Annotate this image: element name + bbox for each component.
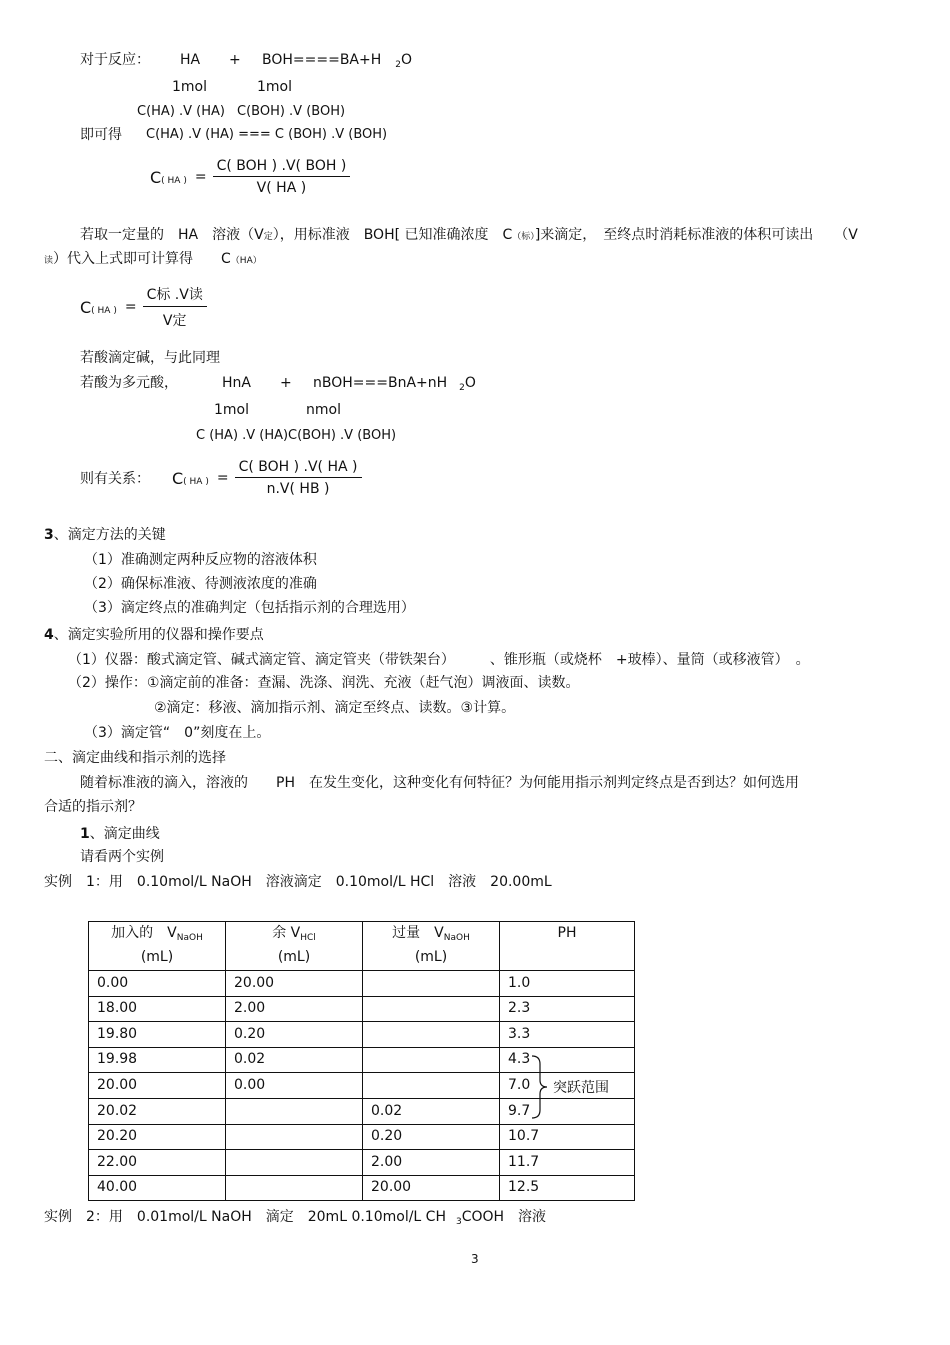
section4-item: ②滴定：移液、滴加指示剂、滴定至终点、读数。③计算。 xyxy=(154,700,516,716)
table-row xyxy=(89,1175,635,1201)
formula3: 则有关系： C ( HA ) = $\frac{\text{C( BOH ) .V( HA )}}{n.V( HB )}$ xyxy=(80,459,362,497)
reaction1-cv-a: C(HA) .V (HA) xyxy=(137,104,225,119)
table-cell xyxy=(363,971,500,997)
table-header-unit: (mL) xyxy=(363,946,500,971)
section-two-heading: 二、滴定曲线和指示剂的选择 xyxy=(44,750,226,766)
formula2-denominator: V定 xyxy=(162,313,187,329)
table-cell: 1.0 xyxy=(500,971,635,997)
table-cell: 2.3 xyxy=(500,996,635,1022)
table-cell: 3.3 xyxy=(500,1022,635,1048)
table-header-cell: 加入的 $V_{NaOH}$ xyxy=(89,922,226,947)
table-row xyxy=(89,1098,635,1124)
section3-item: （2）确保标准液、待测液浓度的准确 xyxy=(84,576,317,592)
table-cell xyxy=(226,1175,363,1201)
table-cell: 4.3 xyxy=(500,1047,635,1073)
table-cell: 22.00 xyxy=(89,1150,226,1176)
jump-range-label: 突跃范围 xyxy=(553,1080,609,1096)
formula2: C ( HA ) = $\frac{\text{C标 .V读}}{\text{V定}}$ xyxy=(80,284,207,330)
formula3-numerator: C( BOH ) .V( HA ) xyxy=(235,459,362,478)
reaction1-so-equation: C(HA) .V (HA) === C (BOH) .V (BOH) xyxy=(146,127,388,142)
table-cell xyxy=(363,1022,500,1048)
reaction1-label: 对于反应： xyxy=(80,52,150,68)
table-cell: 2.00 xyxy=(363,1150,500,1176)
table-header-unit xyxy=(500,946,635,971)
reaction1-so-label: 即可得 xyxy=(80,127,122,143)
table-cell: 19.80 xyxy=(89,1022,226,1048)
table-cell: 0.20 xyxy=(363,1124,500,1150)
table-row xyxy=(89,1047,635,1073)
section4-item: （1）仪器：酸式滴定管、碱式滴定管、滴定管夹（带铁架台） 、锥形瓶（或烧杯 +玻棒）、量筒（或移液管） 。 xyxy=(68,652,810,668)
table-cell: 11.7 xyxy=(500,1150,635,1176)
table-cell xyxy=(226,1124,363,1150)
reaction2-cv-a: C (HA) .V (HA) xyxy=(196,428,289,443)
jump-range-brace-icon xyxy=(530,1054,550,1120)
formula1-numerator: C( BOH ) .V( BOH ) xyxy=(213,158,351,177)
table-cell: 20.20 xyxy=(89,1124,226,1150)
section-two-intro-2: 合适的指示剂？ xyxy=(44,799,142,815)
example-2: 实例 2：用 0.01mol/L NaOH 滴定 20mL 0.10mol/L CH $_3$COOH 溶液 xyxy=(44,1209,547,1227)
table-cell: 0.00 xyxy=(89,971,226,997)
table-cell xyxy=(226,1098,363,1124)
table-cell xyxy=(363,1073,500,1099)
subsection-heading: 1、滴定曲线 xyxy=(80,826,160,842)
reaction2-label: 若酸为多元酸， xyxy=(80,375,178,391)
table-row xyxy=(89,996,635,1022)
table-cell: 9.7 xyxy=(500,1098,635,1124)
section4-item: （3）滴定管“ 0”刻度在上。 xyxy=(84,725,271,741)
table-header-cell: 余 $V_{HCl}$ xyxy=(226,922,363,947)
table-cell: 0.02 xyxy=(363,1098,500,1124)
section-two-intro-1: 随着标准液的滴入，溶液的 PH 在发生变化，这种变化有何特征？为何能用指示剂判定终点是否到达？如何选用 xyxy=(80,775,799,791)
table-cell: 18.00 xyxy=(89,996,226,1022)
formula3-denominator: n.V( HB ) xyxy=(266,481,330,497)
table-cell: 2.00 xyxy=(226,996,363,1022)
section4-heading: 4、滴定实验所用的仪器和操作要点 xyxy=(44,627,264,643)
page-number: 3 xyxy=(471,1252,479,1266)
para1-line1: 若取一定量的 HA 溶液（V定），用标准液 BOH[ 已知准确浓度 C（标）]来滴定， 至终点时消耗标准液的体积可读出 （V xyxy=(80,227,858,243)
table-cell: 12.5 xyxy=(500,1175,635,1201)
reaction2-ha: HnA xyxy=(222,375,251,391)
reaction2-equation: nBOH===BnA+nH $_2$O xyxy=(313,375,476,393)
formula2-numerator: C标 .V读 xyxy=(143,284,207,307)
section3-item: （1）准确测定两种反应物的溶液体积 xyxy=(84,552,317,568)
table-row xyxy=(89,971,635,997)
example-1: 实例 1：用 0.10mol/L NaOH 溶液滴定 0.10mol/L HCl 溶液 20.00mL xyxy=(44,874,552,890)
table-header-unit: (mL) xyxy=(226,946,363,971)
table-cell: 0.00 xyxy=(226,1073,363,1099)
table-cell: 20.00 xyxy=(89,1073,226,1099)
reaction1-cv-b: C(BOH) .V (BOH) xyxy=(237,104,346,119)
table-cell: 7.0 xyxy=(500,1073,635,1099)
table-header-cell: 过量 $V_{NaOH}$ xyxy=(363,922,500,947)
table-row xyxy=(89,1022,635,1048)
reaction2-mol-b: nmol xyxy=(306,402,341,418)
reaction2-mol-a: 1mol xyxy=(214,402,249,418)
reaction1-plus: + xyxy=(229,52,241,68)
reaction2-plus: + xyxy=(280,375,292,391)
base-note: 若酸滴定碱，与此同理 xyxy=(80,350,220,366)
reaction2-cv-b: C(BOH) .V (BOH) xyxy=(288,428,397,443)
table-header-unit-row xyxy=(89,946,635,971)
table-cell: 20.02 xyxy=(89,1098,226,1124)
reaction1-equation: BOH====BA+H $_2$O xyxy=(262,52,413,70)
table-cell: 0.02 xyxy=(226,1047,363,1073)
table-header-row xyxy=(89,922,635,947)
table-cell xyxy=(363,996,500,1022)
reaction1-mol-b: 1mol xyxy=(257,79,292,95)
table-cell: 20.00 xyxy=(363,1175,500,1201)
table-row xyxy=(89,1150,635,1176)
table-cell: 20.00 xyxy=(226,971,363,997)
table-cell xyxy=(363,1047,500,1073)
reaction1-ha: HA xyxy=(180,52,201,68)
table-cell: 10.7 xyxy=(500,1124,635,1150)
formula1: C ( HA ) = $\frac{\text{C( BOH ) .V( BOH )}}{V( HA )}$ xyxy=(150,158,350,196)
titration-table xyxy=(88,921,635,1201)
table-cell: 19.98 xyxy=(89,1047,226,1073)
section3-item: （3）滴定终点的准确判定（包括指示剂的合理选用） xyxy=(84,600,415,616)
para1-line2: 读）代入上式即可计算得 C（HA） xyxy=(44,251,262,267)
table-cell xyxy=(226,1150,363,1176)
section4-item: （2）操作：①滴定前的准备：查漏、洗涤、润洗、充液（赶气泡）调液面、读数。 xyxy=(68,675,580,691)
table-cell: 40.00 xyxy=(89,1175,226,1201)
section3-heading: 3、滴定方法的关键 xyxy=(44,527,166,543)
table-header-cell: PH xyxy=(500,922,635,947)
table-cell: 0.20 xyxy=(226,1022,363,1048)
reaction1-mol-a: 1mol xyxy=(172,79,207,95)
see-examples: 请看两个实例 xyxy=(80,849,164,865)
table-row xyxy=(89,1124,635,1150)
table-header-unit: (mL) xyxy=(89,946,226,971)
formula1-denominator: V( HA ) xyxy=(256,180,307,196)
